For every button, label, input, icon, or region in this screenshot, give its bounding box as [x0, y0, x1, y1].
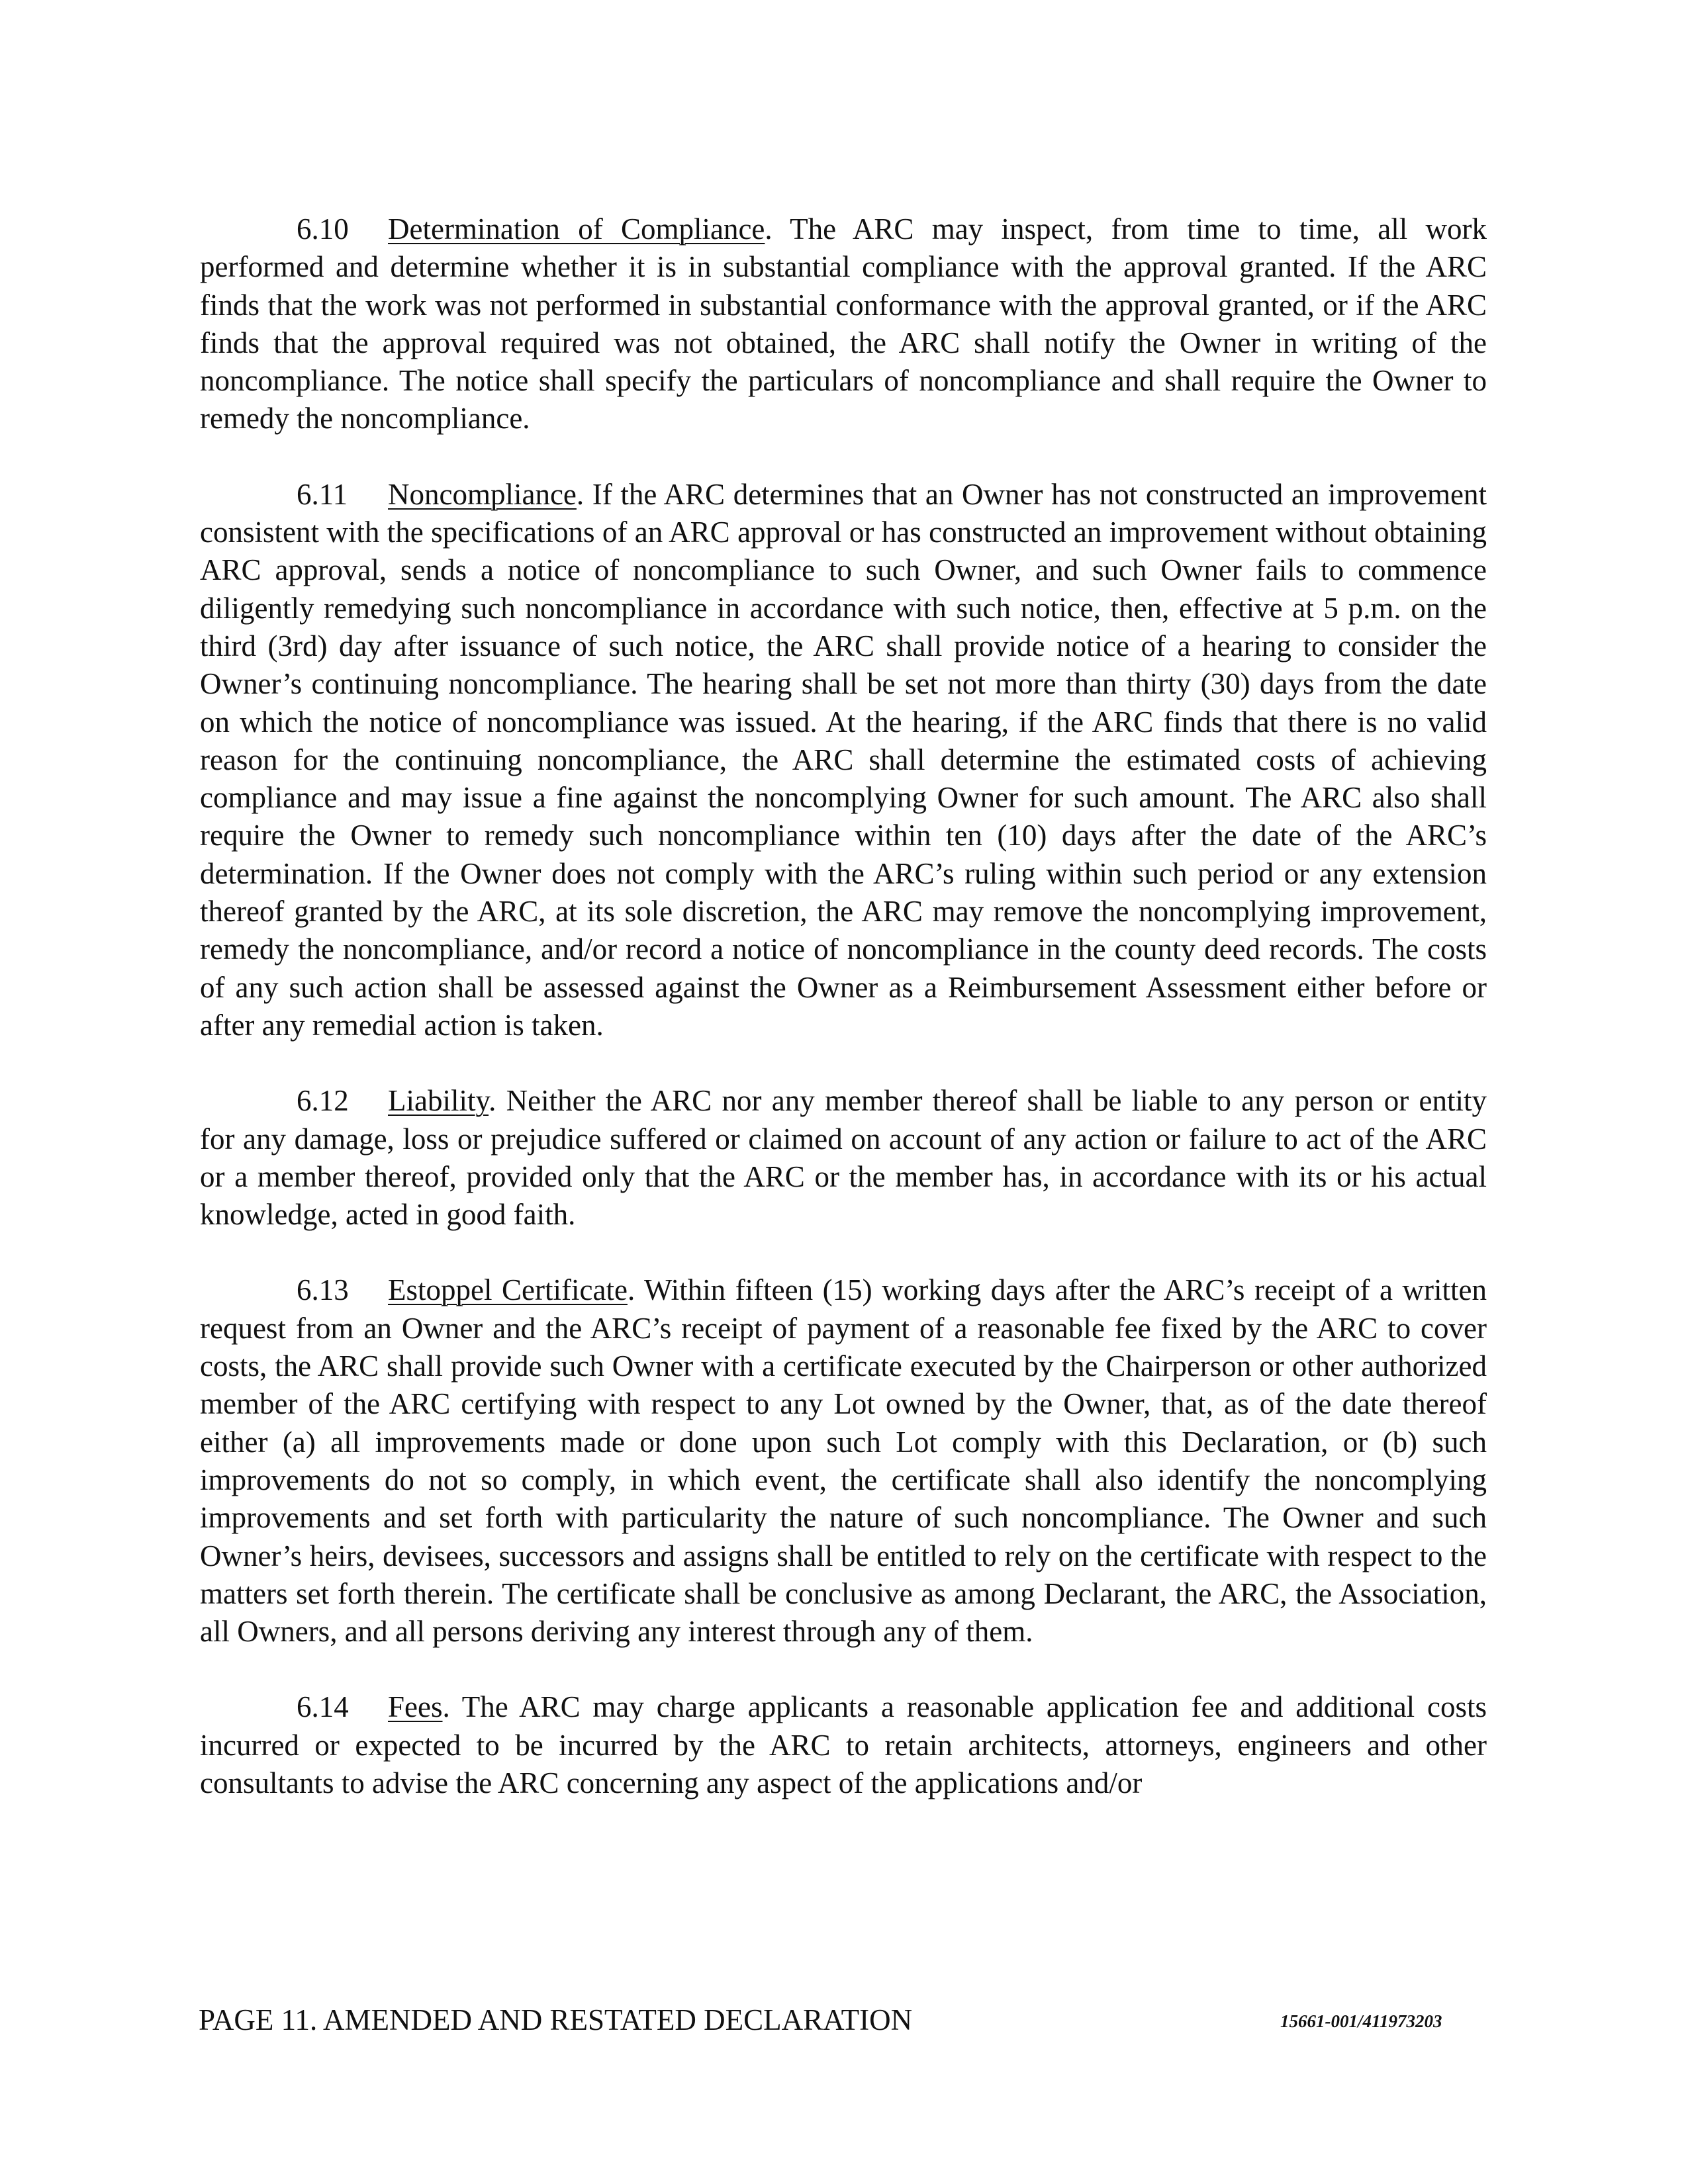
section-heading: Fees [388, 1690, 443, 1724]
section-body: . The ARC may inspect, from time to time, all work performed and determine whether it is in substantial compliance with the approval granted. If the ARC finds that the work was not performed in substantial conformance with the approval granted, or if the ARC finds that the approval required was not obtained, the ARC shall notify the Owner in writing of the noncompliance. The notice shall specify the particulars of noncompliance and shall require the Owner to remedy the noncompliance. [200, 212, 1487, 435]
section-body: . Neither the ARC nor any member thereof shall be liable to any person or entity for any damage, loss or prejudice suffered or claimed on account of any action or failure to act of the ARC or a member thereof, provided only that the ARC or the member has, in accordance with its or his actual knowledge, acted in good faith. [200, 1084, 1487, 1232]
section-number: 6.13 [297, 1273, 349, 1307]
section-6-10 [200, 210, 1487, 438]
section-body: . Within fifteen (15) working days after the ARC’s receipt of a written request from an Owner and the ARC’s receipt of payment of a reasonable fee fixed by the ARC to cover costs, the ARC shall provide such Owner with a certificate executed by the Chairperson or other authorized member of the ARC certifying with respect to any Lot owned by the Owner, that, as of the date thereof either (a) all improvements made or done upon such Lot comply with this Declaration, or (b) such improvements do not so comply, in which event, the certificate shall also identify the noncomplying improvements and set forth with particularity the nature of such noncompliance. The Owner and such Owner’s heirs, devisees, successors and assigns shall be entitled to rely on the certificate with respect to the matters set forth therein. The certificate shall be conclusive as among Declarant, the ARC, the Association, all Owners, and all persons deriving any interest through any of them. [200, 1273, 1487, 1649]
document-body [200, 210, 1487, 1840]
section-number: 6.10 [297, 212, 349, 246]
section-body: . The ARC may charge applicants a reasonable application fee and additional costs incurred or expected to be incurred by the ARC to retain architects, attorneys, engineers and other consultants to advise the ARC concerning any aspect of the applications and/or [200, 1690, 1487, 1799]
section-heading: Estoppel Certificate [388, 1273, 628, 1307]
document-id: 15661-001/411973203 [1280, 2011, 1442, 2031]
section-body: . If the ARC determines that an Owner has not constructed an improvement consistent with the specifications of an ARC approval or has constructed an improvement without obtaining ARC approval, sends a notice of noncompliance to such Owner, and such Owner fails to commence diligently remedying such noncompliance in accordance with such notice, then, effective at 5 p.m. on the third (3rd) day after issuance of such notice, the ARC shall provide notice of a hearing to consider the Owner’s continuing noncompliance. The hearing shall be set not more than thirty (30) days from the date on which the notice of noncompliance was issued. At the hearing, if the ARC finds that there is no valid reason for the continuing noncompliance, the ARC shall determine the estimated costs of achieving compliance and may issue a fine against the noncomplying Owner for such amount. The ARC also shall require the Owner to remedy such noncompliance within ten (10) days after the date of the ARC’s determination. If the Owner does not comply with the ARC’s ruling within such period or any extension thereof granted by the ARC, at its sole discretion, the ARC may remove the noncomplying improvement, remedy the noncompliance, and/or record a notice of noncompliance in the county deed records. The costs of any such action shall be assessed against the Owner as a Reimbursement Assessment either before or after any remedial action is taken. [200, 477, 1487, 1042]
section-number: 6.14 [297, 1690, 349, 1724]
section-number: 6.12 [297, 1084, 349, 1118]
section-6-11 [200, 476, 1487, 1044]
section-number: 6.11 [297, 477, 348, 511]
section-heading: Determination of Compliance [388, 212, 765, 246]
section-6-12 [200, 1082, 1487, 1234]
page-footer-label: PAGE 11. AMENDED AND RESTATED DECLARATION [199, 2003, 913, 2036]
section-6-14 [200, 1688, 1487, 1802]
section-heading: Liability [388, 1084, 489, 1118]
section-6-13 [200, 1271, 1487, 1651]
section-heading: Noncompliance [388, 477, 577, 511]
